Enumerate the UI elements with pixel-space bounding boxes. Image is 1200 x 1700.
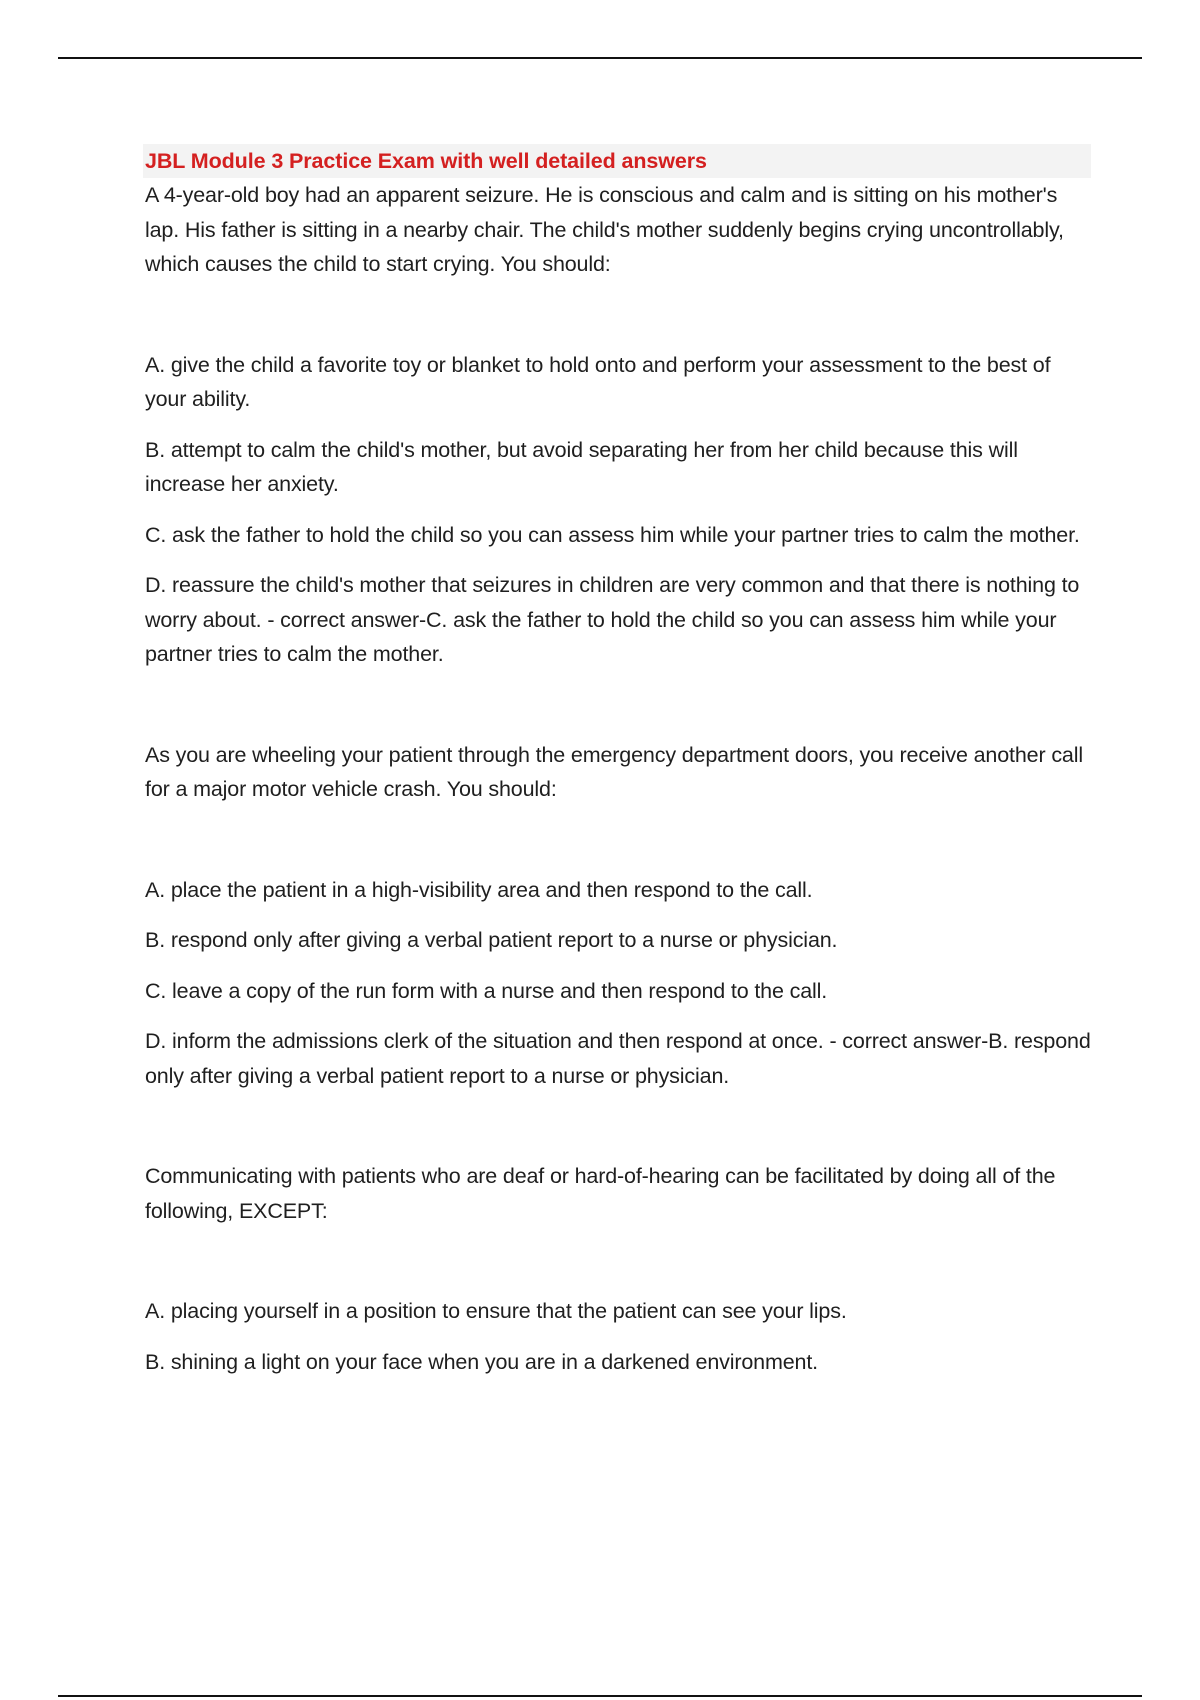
option-d-with-answer: D. reassure the child's mother that seizures in children are very common and that there is nothing to worry about. - correct answer-C. ask the father to hold the child so you can assess him while your partner tries to calm the mother. — [145, 573, 1080, 666]
title-band — [143, 144, 1091, 178]
header-rule — [58, 57, 1142, 59]
document-title: JBL Module 3 Practice Exam with well detailed answers — [145, 149, 707, 173]
option-a: A. placing yourself in a position to ensure that the patient can see your lips. — [145, 1299, 847, 1323]
document-body — [145, 144, 1095, 1395]
option-a: A. place the patient in a high-visibility area and then respond to the call. — [145, 877, 813, 902]
option-a: A. give the child a favorite toy or blanket to hold onto and perform your assessment to the best of your ability. — [145, 352, 1051, 411]
question-stem: A 4-year-old boy had an apparent seizure. He is conscious and calm and is sitting on his mother's lap. His father is sitting in a nearby chair. The child's mother suddenly begins crying uncontrollably, which causes the child to start crying. You should: — [145, 183, 1064, 276]
question-stem: As you are wheeling your patient through the emergency department doors, you receive another call for a major motor vehicle crash. You should: — [145, 742, 1083, 801]
option-c: C. leave a copy of the run form with a nurse and then respond to the call. — [145, 978, 828, 1003]
option-b: B. shining a light on your face when you are in a darkened environment. — [145, 1349, 818, 1374]
question-2 — [145, 738, 1095, 1094]
option-b: B. attempt to calm the child's mother, but avoid separating her from her child because this will increase her anxiety. — [145, 437, 1018, 496]
question-1 — [145, 178, 1095, 672]
question-stem: Communicating with patients who are deaf or hard-of-hearing can be facilitated by doing all of the following, EXCEPT: — [145, 1164, 1056, 1223]
question-3 — [145, 1159, 1095, 1379]
footer-rule — [58, 1695, 1142, 1697]
option-b: B. respond only after giving a verbal patient report to a nurse or physician. — [145, 928, 838, 952]
option-d-with-answer: D. inform the admissions clerk of the situation and then respond at once. - correct answer-B. respond only after giving a verbal patient report to a nurse or physician. — [145, 1029, 1091, 1088]
option-c: C. ask the father to hold the child so you can assess him while your partner tries to calm the mother. — [145, 522, 1080, 547]
